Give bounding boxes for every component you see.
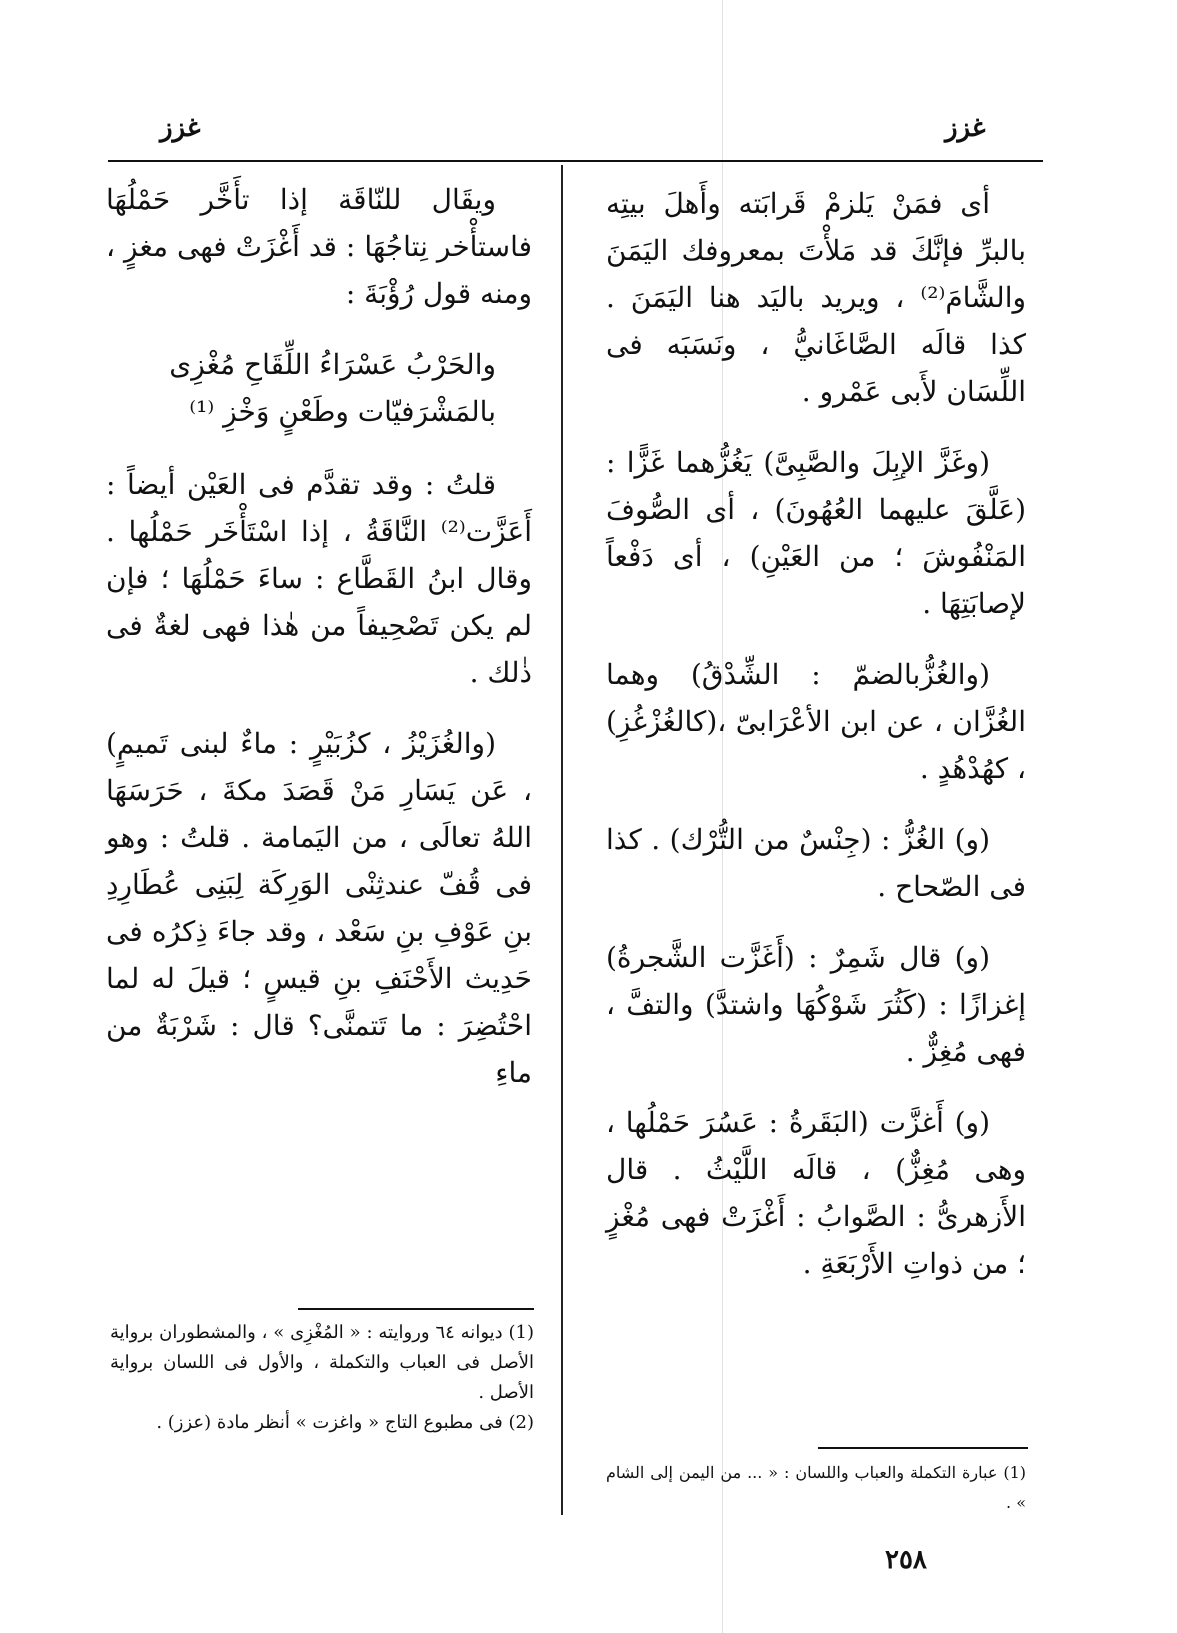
entry-paragraph: (و) الغُزُّ : (جِنْسٌ من التُّرْك) . كذا فى الصّحاح . <box>606 823 1026 903</box>
footnote-rule-left <box>298 1308 534 1310</box>
footnote-rule-right <box>818 1447 1028 1449</box>
verse-line: والحَرْبُ عَسْرَاءُ اللِّقَاحِ مُغْزِى <box>169 348 496 381</box>
footnote: (1) عبارة التكملة والعباب واللسان : « ... من اليمن إلى الشام » . <box>606 1463 1026 1512</box>
header-rule <box>108 160 1043 162</box>
entry-paragraph: قلتُ : وقد تقدَّم فى العَيْن أيضاً : أَعَزَّت⁽²⁾ النَّاقَةُ ، إذا اسْتَأْخَر حَمْلُها . وقال ابنُ القَطَّاع : ساءَ حَمْلُهَا ؛ فإن لم يكن تَصْحِيفاً من هٰذا فهى لغةٌ فى ذٰلك . <box>106 468 532 689</box>
page-number: ٢٥٨ <box>885 1545 927 1575</box>
poetry-verse <box>106 341 532 435</box>
footnote: (2) فى مطبوع التاج « واغزت » أنظر مادة (عزز) . <box>156 1412 534 1433</box>
entry-paragraph: (والغُزَيْزُ ، كزُبَيْرٍ : ماءٌ لبنى تَميمٍ) ، عَن يَسَارِ مَنْ قَصَدَ مكةَ ، حَرَسَهَا اللهُ تعالَى ، من اليَمامة . قلتُ : وهو فى قُفّ عندثِنْى الوَرِكَة لِبَنِى عُطَارِدِ بنِ عَوْفِ بنِ سَعْد ، وقد جاءَ ذِكرُه فى حَدِيث الأَحْنَفِ بنِ قيسٍ ؛ قيلَ له لما احْتُضِرَ : ما تَتمنَّى؟ قال : شَرْبَةٌ من ماءِ <box>106 727 532 1089</box>
verse-line: بالمَشْرَفيّات وطَعْنٍ وَخْزِ ⁽¹⁾ <box>189 395 496 428</box>
footnotes-left <box>110 1318 534 1438</box>
entry-paragraph: (و) قال شَمِرٌ : (أَغَزَّت الشَّجرةُ) إغزازًا : (كَثُرَ شَوْكُهَا واشتدَّ) والتفَّ ، فهى مُغِزٌّ . <box>606 941 1026 1068</box>
entry-paragraph: (وغَزَّ الإبِلَ والصَّبِىَّ) يَغُزُّهما غَزًّا : (عَلَّقَ عليهما العُهُونَ) ، أى الصُّوفَ المَنْفُوشَ ؛ من العَيْنِ) ، أى دَفْعاً لإصابَتِهَا . <box>606 446 1026 620</box>
footnote: (1) ديوانه ٦٤ وروايته : « المُغْزِى » ، والمشطوران برواية الأصل فى العباب والتكملة ، والأول فى اللسان برواية الأصل . <box>110 1322 535 1403</box>
running-header-right: غزز <box>945 113 986 143</box>
entry-paragraph: ويقَال للنّاقَة إذا تأَخَّر حَمْلُهَا فاستأْخر نِتاجُهَا : قد أَغْزَتْ فهى مغزٍ ، ومنه قول رُؤْبَةَ : <box>106 183 532 310</box>
column-divider <box>561 165 563 1515</box>
right-column <box>606 180 1026 1311</box>
running-header-left: غزز <box>160 113 201 143</box>
entry-paragraph: أى فمَنْ يَلزمْ قَرابَته وأَهلَ بيتِه بالبرِّ فإنَّكَ قد مَلأْتَ بمعروفك اليَمَنَ والشَّامَ⁽²⁾ ، ويريد باليَد هنا اليَمَنَ . كذا قالَه الصَّاغَانيُّ ، ونَسَبَه فى اللِّسَان لأَبى عَمْرو . <box>606 187 1026 408</box>
entry-paragraph: (و) أَغزَّت (البَقَرةُ : عَسُرَ حَمْلُها ، وهى مُغِزٌّ) ، قالَه اللَّيْثُ . قال الأَزهرىُّ : الصَّوابُ : أَغْزَتْ فهى مُغْزٍ ؛ من ذواتِ الأَرْبَعَةِ . <box>606 1106 1026 1280</box>
left-column <box>106 176 532 1120</box>
footnotes-right <box>606 1458 1026 1518</box>
entry-paragraph: (والغُزُّبالضمّ : الشِّدْقُ) وهما الغُزَّان ، عن ابن الأعْرَابىّ ،(كالغُزْغُزِ) ، كهُدْهُدٍ . <box>606 658 1026 785</box>
